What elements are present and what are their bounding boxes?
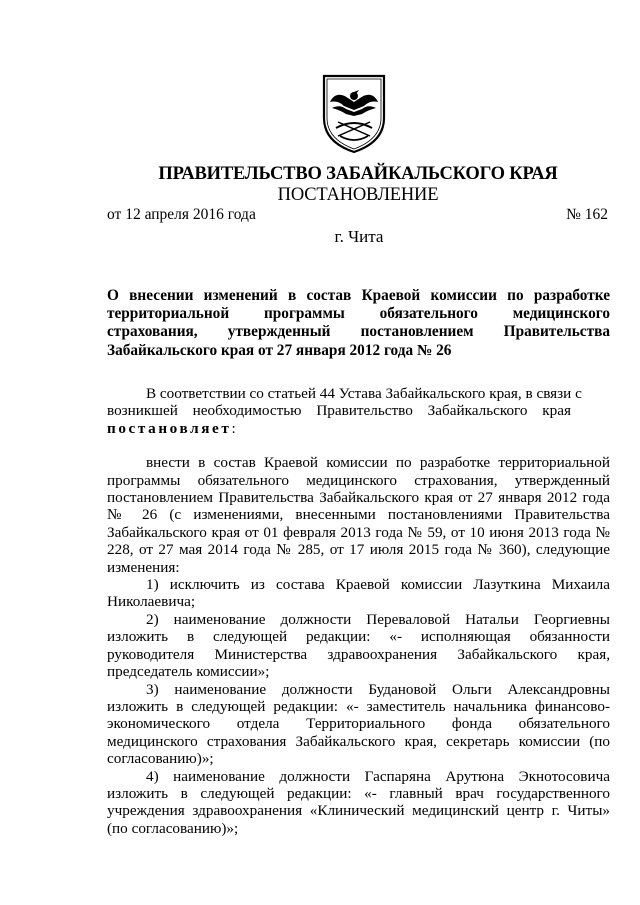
- document-number: № 162: [566, 206, 608, 223]
- resolves-word: постановляет: [107, 419, 232, 437]
- preamble-line-2: [107, 402, 571, 419]
- main-paragraph: внести в состав Краевой комиссии по разработке территориальной программы обязательного медицинского страхования, утвержденный постановлением Правительства Забайкальского края от 27 января 2012 года № 26 (с изменениями, внесенными постановлениями Правительства Забайкальского края от 01 февраля 2013 года № 59, от 10 июня 2013 года № 228, от 27 мая 2014 года № 285, от 17 июля 2015 года № 360), следующие изменения:: [107, 454, 610, 576]
- document-city: г. Чита: [334, 227, 384, 246]
- amendment-item-3: 3) наименование должности Будановой Ольги Александровны изложить в следующей редакции: «- заместитель начальника финансово-экономического отдела Территориального фонда обязательного медицинского страхования Забайкальского края, секретарь комиссии (по согласованию)»;: [107, 680, 610, 768]
- document-subject: О внесении изменений в состав Краевой комиссии по разработке территориальной программы обязательного медицинского страхования, утвержденный постановлением Правительства Забайкальского края от 27 января 2012 года № 26: [107, 287, 610, 359]
- preamble-resolves: [68, 420, 236, 437]
- preamble-paragraph: [107, 385, 610, 437]
- amendment-item-2: 2) наименование должности Переваловой Натальи Георгиевны изложить в следующей редакции: «- исполняющая обязанности руководителя Министерства здравоохранения Забайкальского края, председатель комиссии»;: [107, 610, 610, 681]
- amendment-item-4: 4) наименование должности Гаспаряна Арутюна Экнотосовича изложить в следующей редакции: «- главный врач государственного учреждения здравоохранения «Клинический медицинский центр г. Читы» (по согласованию)»;: [107, 767, 610, 837]
- preamble-line-2-text: возникшей необходимостью Правительство Забайкальского края: [107, 402, 571, 420]
- document-date: от 12 апреля 2016 года: [107, 206, 256, 223]
- amendment-item-1: 1) исключить из состава Краевой комиссии Лазуткина Михаила Николаевича;: [107, 576, 610, 611]
- resolves-colon: :: [231, 419, 236, 437]
- document-type-title: ПОСТАНОВЛЕНИЕ: [277, 185, 439, 205]
- government-title: ПРАВИТЕЛЬСТВО ЗАБАЙКАЛЬСКОГО КРАЯ: [158, 164, 558, 184]
- coat-of-arms-emblem: [318, 72, 390, 156]
- preamble-line-1: В соответствии со статьей 44 Устава Забайкальского края, в связи с: [146, 385, 582, 402]
- document-body: [107, 385, 610, 837]
